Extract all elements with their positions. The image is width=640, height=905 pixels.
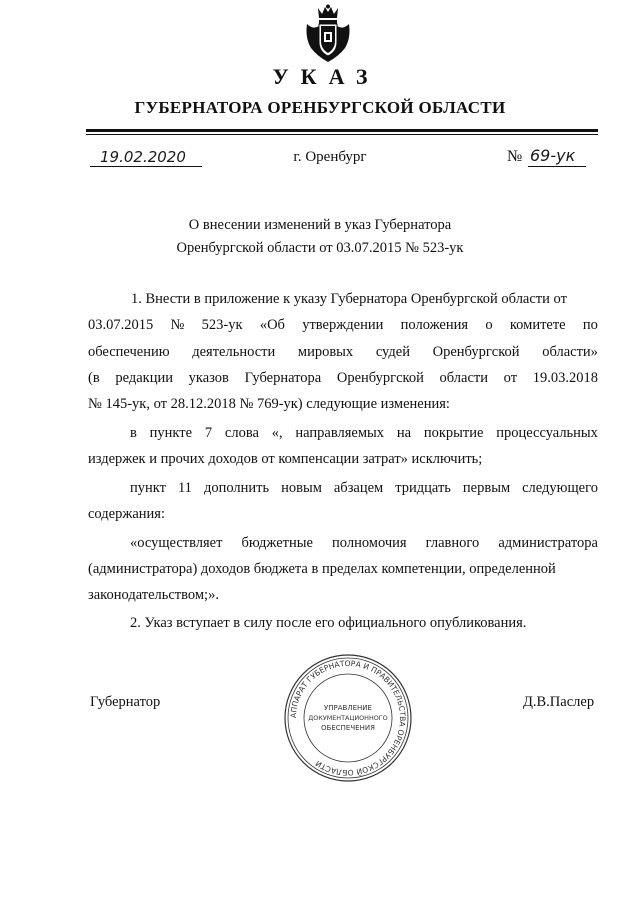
word: пункт bbox=[130, 480, 166, 496]
word: тридцать bbox=[395, 480, 451, 496]
word: главного bbox=[425, 535, 480, 551]
word: указов bbox=[188, 370, 229, 386]
word: судей bbox=[375, 344, 410, 360]
word: «Об bbox=[259, 317, 285, 333]
body-line bbox=[88, 343, 598, 361]
stamp-ring-text: АППАРАТ ГУБЕРНАТОРА И ПРАВИТЕЛЬСТВА ОРЕНБУРГСКОЙ ОБЛАСТИ bbox=[288, 658, 408, 778]
body-line: издержек и прочих доходов от компенсации затрат» исключить; bbox=[88, 451, 483, 467]
word: полномочия bbox=[332, 535, 407, 551]
word: Оренбургской bbox=[432, 344, 520, 360]
document-subtitle: ГУБЕРНАТОРА ОРЕНБУРГСКОЙ ОБЛАСТИ bbox=[134, 98, 506, 117]
word: в bbox=[130, 425, 137, 441]
body-line: содержания: bbox=[88, 506, 166, 522]
word: деятельности bbox=[192, 344, 276, 360]
document-title: УКАЗ bbox=[272, 64, 380, 89]
stamp-line-1: УПРАВЛЕНИЕ bbox=[324, 704, 372, 712]
word: мировых bbox=[297, 344, 354, 360]
document-number: 69-ук bbox=[530, 146, 576, 165]
body-line: 1. Внести в приложение к указу Губернатора Оренбургской области от bbox=[131, 291, 567, 307]
body-line bbox=[88, 316, 598, 334]
word: утверждении bbox=[302, 317, 384, 333]
word: Оренбургской bbox=[336, 370, 424, 386]
word: первым bbox=[462, 480, 511, 496]
word: 11 bbox=[177, 480, 192, 496]
word: 523-ук bbox=[201, 317, 243, 333]
word: Губернатора bbox=[244, 370, 322, 386]
date-underline bbox=[90, 166, 202, 167]
word: комитете bbox=[509, 317, 566, 333]
word: (в bbox=[88, 370, 100, 386]
header-rule-thin bbox=[86, 134, 598, 135]
coat-of-arms-icon bbox=[303, 4, 353, 66]
number-underline bbox=[528, 166, 586, 167]
word: области» bbox=[542, 344, 598, 360]
subject-line-1: О внесении изменений в указ Губернатора bbox=[188, 217, 452, 233]
document-city: г. Оренбург bbox=[293, 149, 367, 165]
word: администратора bbox=[498, 535, 598, 551]
body-line bbox=[130, 534, 598, 552]
word: процессуальных bbox=[496, 425, 598, 441]
body-line bbox=[130, 424, 598, 442]
word: по bbox=[582, 317, 598, 333]
number-sign: № bbox=[507, 148, 523, 165]
body-line: законодательством;». bbox=[88, 587, 219, 603]
word: 7 bbox=[204, 425, 213, 441]
word: 03.07.2015 bbox=[88, 317, 154, 333]
word: на bbox=[396, 425, 412, 441]
body-line bbox=[130, 479, 598, 497]
subject-line-2: Оренбургской области от 03.07.2015 № 523-ук bbox=[176, 240, 464, 256]
word: абзацем bbox=[333, 480, 384, 496]
word: положения bbox=[400, 317, 469, 333]
word: № bbox=[170, 317, 185, 333]
stamp-line-3: ОБЕСПЕЧЕНИЯ bbox=[321, 724, 375, 732]
body-line bbox=[88, 369, 598, 387]
word: бюджетные bbox=[241, 535, 313, 551]
word: области bbox=[439, 370, 488, 386]
stamp-line-2: ДОКУМЕНТАЦИОННОГО bbox=[308, 714, 388, 722]
word: 19.03.2018 bbox=[532, 370, 598, 386]
word: слова bbox=[224, 425, 259, 441]
signatory-position: Губернатор bbox=[90, 694, 161, 710]
word: от bbox=[503, 370, 518, 386]
body-line: (администратора) доходов бюджета в пределах компетенции, определенной bbox=[88, 561, 556, 577]
official-stamp bbox=[283, 653, 413, 783]
word: дополнить bbox=[203, 480, 270, 496]
word: покрытие bbox=[423, 425, 484, 441]
header-rule-thick bbox=[86, 129, 598, 132]
word: «осуществляет bbox=[130, 535, 223, 551]
word: редакции bbox=[115, 370, 173, 386]
word: направляемых bbox=[295, 425, 385, 441]
body-line: № 145-ук, от 28.12.2018 № 769-ук) следующие изменения: bbox=[88, 396, 450, 412]
word: новым bbox=[281, 480, 322, 496]
word: следующего bbox=[522, 480, 598, 496]
word: пункте bbox=[149, 425, 193, 441]
word: «, bbox=[271, 425, 283, 441]
document-date: 19.02.2020 bbox=[100, 148, 186, 166]
body-line: 2. Указ вступает в силу после его официального опубликования. bbox=[130, 615, 527, 631]
word: о bbox=[485, 317, 493, 333]
word: обеспечению bbox=[88, 344, 170, 360]
signatory-name: Д.В.Паслер bbox=[523, 694, 595, 710]
